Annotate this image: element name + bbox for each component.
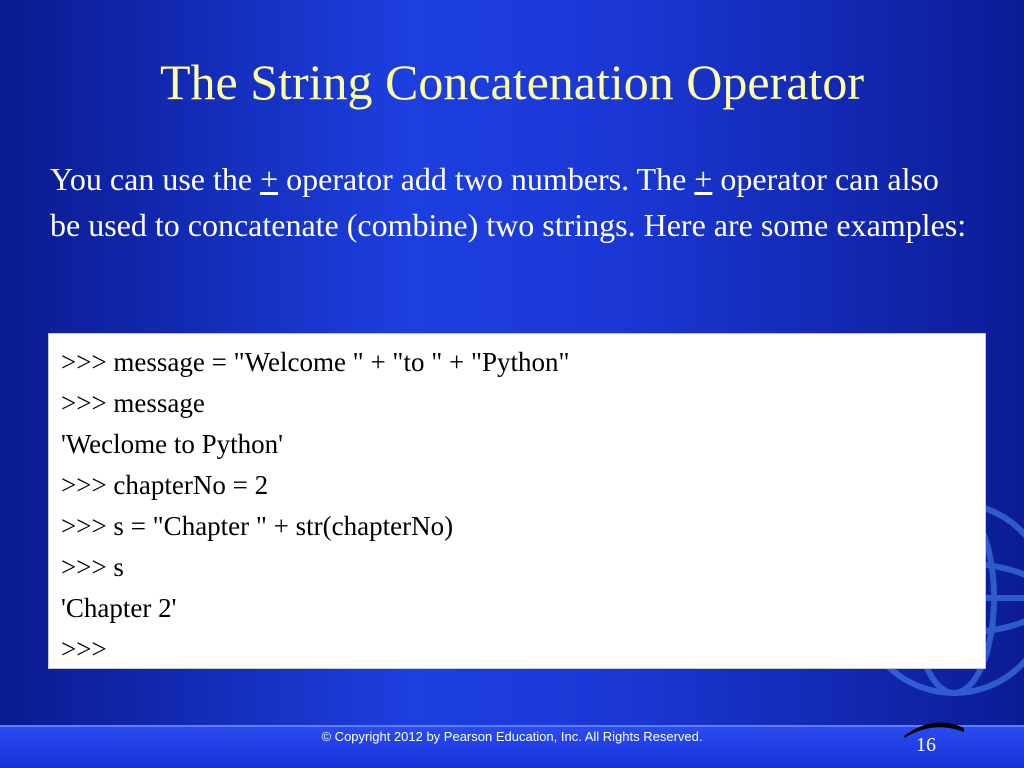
- intro-text: You can use the: [50, 161, 261, 197]
- plus-operator: +: [260, 161, 279, 197]
- slide-title: The String Concatenation Operator: [160, 54, 864, 110]
- intro-text: operator add two numbers. The: [278, 161, 695, 197]
- code-line: >>> message = "Welcome " + "to " + "Python": [61, 347, 570, 377]
- plus-operator: +: [694, 161, 713, 197]
- code-line: >>> message: [61, 388, 205, 418]
- intro-text: operator can also be used to concatenate (combine) two strings. Here are some examples:: [50, 161, 967, 243]
- copyright-text: © Copyright 2012 by Pearson Education, Inc. All Rights Reserved.: [321, 729, 703, 744]
- intro-paragraph: [50, 156, 970, 248]
- code-line: 'Weclome to Python': [61, 429, 284, 459]
- code-line: >>> s: [61, 552, 124, 582]
- code-line: 'Chapter 2': [61, 593, 177, 623]
- code-line: >>>: [61, 634, 107, 664]
- code-line: >>> chapterNo = 2: [61, 470, 269, 500]
- code-line: >>> s = "Chapter " + str(chapterNo): [61, 511, 454, 541]
- page-number: 16: [916, 734, 936, 756]
- code-example-box: [48, 333, 986, 669]
